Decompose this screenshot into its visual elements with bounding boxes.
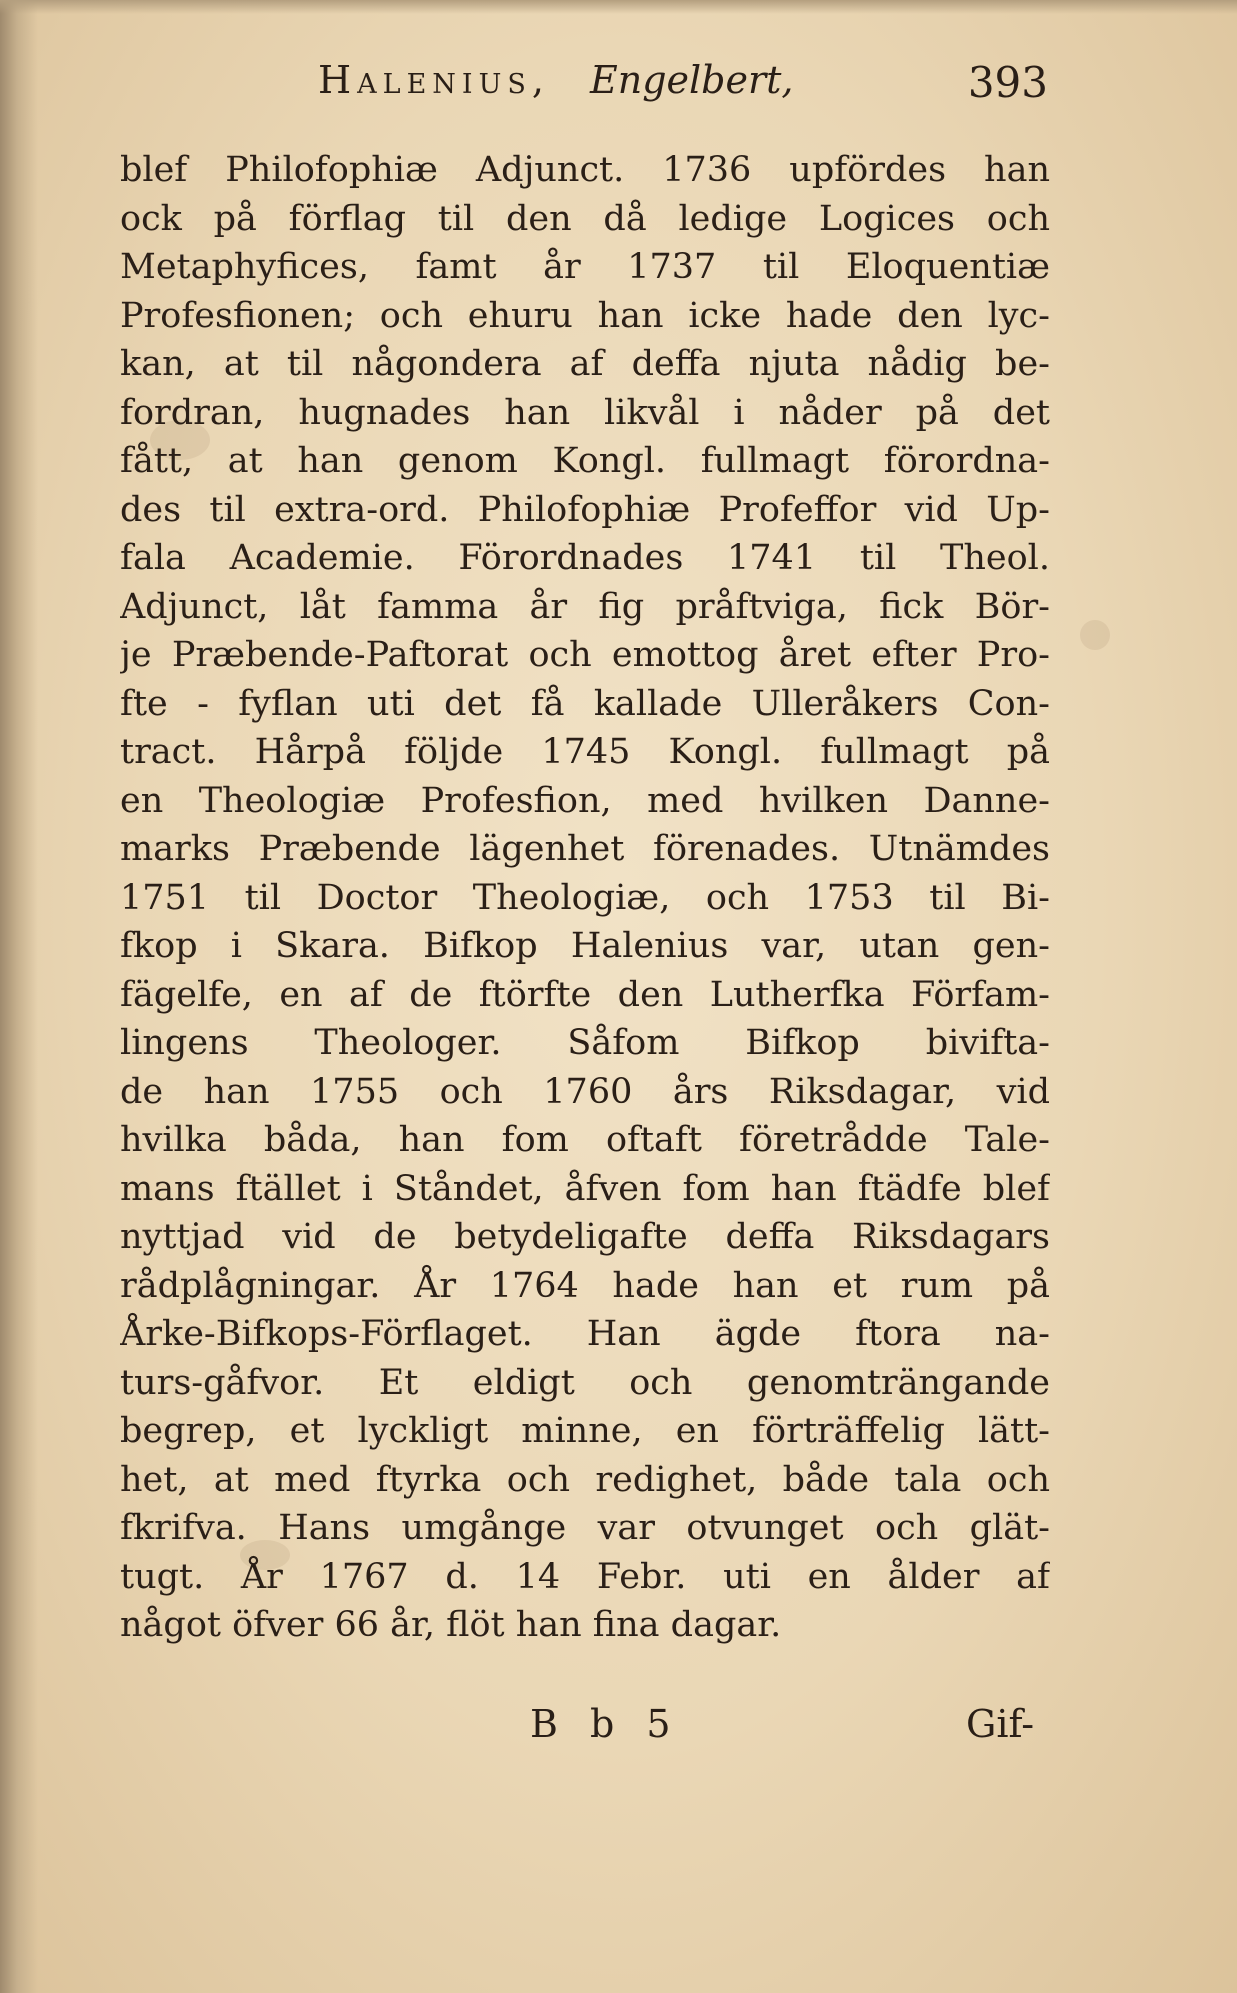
- text-line: mans ftället i Ståndet, åfven fom han ftädfe blef: [120, 1168, 1050, 1209]
- page-gutter-shadow: [0, 0, 38, 1993]
- text-line: de han 1755 och 1760 års Riksdagar, vid: [120, 1071, 1050, 1112]
- text-line: des til extra-ord. Philofophiæ Profeffor vid Up-: [120, 489, 1050, 530]
- running-head-surname: Halenius,: [318, 58, 550, 102]
- paper-stain: [1080, 620, 1110, 650]
- text-line: blef Philofophiæ Adjunct. 1736 upfördes han: [120, 150, 1050, 190]
- text-line: begrep, et lyckligt minne, en förträffelig lätt-: [120, 1411, 1050, 1451]
- text-line: nyttjad vid de betydeligafte deffa Riksdagars: [120, 1217, 1050, 1257]
- catchword: Gif-: [966, 1702, 1035, 1746]
- text-line: fordran, hugnades han likvål i nåder på det: [120, 392, 1050, 433]
- text-line-last: något öfver 66 år, flöt han fina dagar.: [120, 1605, 782, 1645]
- text-line: lingens Theologer. Såfom Bifkop bivifta-: [120, 1023, 1050, 1063]
- running-head: [318, 58, 1048, 118]
- text-line: fått, at han genom Kongl. fullmagt förordna-: [120, 441, 1050, 481]
- text-line: tract. Hårpå följde 1745 Kongl. fullmagt på: [120, 732, 1050, 772]
- text-line: Adjunct, låt famma år fig pråftviga, fick Bör-: [120, 586, 1050, 627]
- text-line: Metaphyfices, famt år 1737 til Eloquentiæ: [120, 247, 1050, 287]
- text-line: hvilka båda, han fom oftaft företrådde Tale-: [120, 1120, 1050, 1160]
- text-line: rådplågningar. År 1764 hade han et rum på: [120, 1265, 1050, 1306]
- page-footer: [0, 1702, 1237, 1762]
- text-line: Årke-Bifkops-Förflaget. Han ägde ftora na-: [120, 1314, 1050, 1354]
- text-line: fkop i Skara. Bifkop Halenius var, utan gen-: [120, 926, 1050, 966]
- text-line: kan, at til någondera af deffa njuta nådig be-: [120, 344, 1050, 384]
- body-text: [120, 146, 1050, 1650]
- page-top-shadow: [0, 0, 1237, 14]
- text-line: turs-gåfvor. Et eldigt och genomträngande: [120, 1362, 1050, 1403]
- signature-mark: B b 5: [530, 1702, 681, 1746]
- page-number: 393: [967, 58, 1048, 107]
- text-line: Profesfionen; och ehuru han icke hade den lyc-: [120, 295, 1050, 336]
- text-line: fkrifva. Hans umgånge var otvunget och glät-: [120, 1508, 1050, 1548]
- text-line: fala Academie. Förordnades 1741 til Theol.: [120, 538, 1050, 578]
- text-line: je Præbende-Paftorat och emottog året efter Pro-: [120, 635, 1050, 675]
- text-line: ock på förflag til den då ledige Logices och: [120, 198, 1050, 239]
- text-line: 1751 til Doctor Theologiæ, och 1753 til Bi-: [120, 877, 1050, 918]
- text-line: fägelfe, en af de ftörfte den Lutherfka Förfam-: [120, 974, 1050, 1015]
- text-line: marks Præbende lägenhet förenades. Utnämdes: [120, 829, 1050, 869]
- text-line: het, at med ftyrka och redighet, både tala och: [120, 1459, 1050, 1500]
- text-line: en Theologiæ Profesfion, med hvilken Danne-: [120, 780, 1050, 821]
- text-line: fte - fyflan uti det få kallade Ulleråkers Con-: [120, 683, 1050, 724]
- text-line: tugt. År 1767 d. 14 Febr. uti en ålder af: [120, 1556, 1050, 1597]
- running-head-given-name: Engelbert,: [590, 58, 794, 102]
